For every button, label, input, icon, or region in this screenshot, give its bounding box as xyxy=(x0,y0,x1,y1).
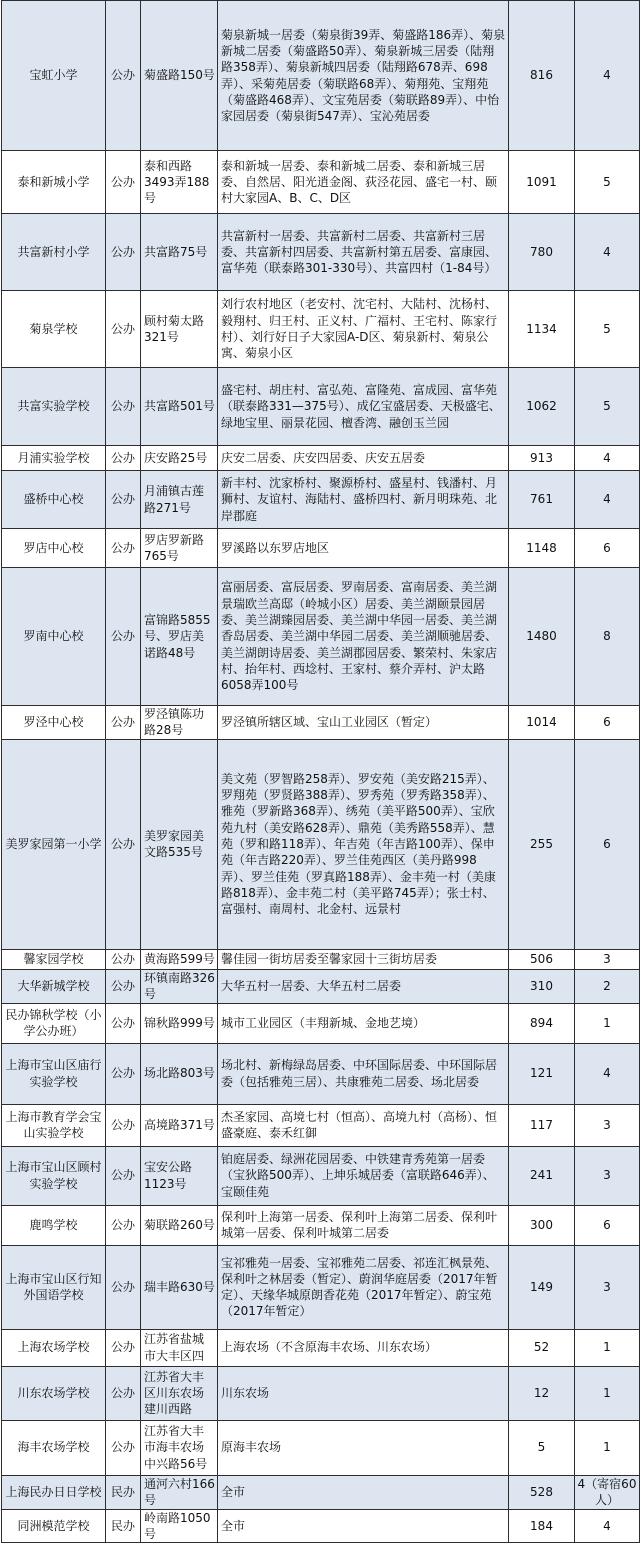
school-type-cell: 公办 xyxy=(106,1366,141,1420)
school-name-cell: 上海民办日日学校 xyxy=(2,1475,106,1509)
table-row xyxy=(2,1475,640,1509)
classes-cell: 4 xyxy=(575,471,640,529)
school-type-cell: 公办 xyxy=(106,1329,141,1366)
address-cell: 瑞丰路630号 xyxy=(141,1245,218,1329)
school-type-cell: 公办 xyxy=(106,471,141,529)
school-district-table xyxy=(1,0,640,1543)
school-name-cell: 罗泾中心校 xyxy=(2,706,106,740)
address-cell: 富锦路5855号、罗店美诺路48号 xyxy=(141,568,218,706)
address-cell: 共富路75号 xyxy=(141,214,218,291)
address-cell: 月浦镇古莲路271号 xyxy=(141,471,218,529)
school-type-cell: 公办 xyxy=(106,1205,141,1245)
school-name-cell: 上海农场学校 xyxy=(2,1329,106,1366)
school-name-cell: 月浦实验学校 xyxy=(2,446,106,471)
table-row xyxy=(2,291,640,368)
students-cell: 780 xyxy=(509,214,575,291)
classes-cell: 4（寄宿60人） xyxy=(575,1475,640,1509)
school-name-cell: 盛桥中心校 xyxy=(2,471,106,529)
address-cell: 江苏省大丰市海丰农场中兴路56号 xyxy=(141,1420,218,1475)
classes-cell: 3 xyxy=(575,949,640,969)
table-row xyxy=(2,739,640,949)
school-type-cell: 公办 xyxy=(106,1003,141,1043)
students-cell: 121 xyxy=(509,1043,575,1104)
students-cell: 913 xyxy=(509,446,575,471)
school-name-cell: 罗店中心校 xyxy=(2,529,106,568)
school-type-cell: 公办 xyxy=(106,291,141,368)
service-area-cell: 罗泾镇所辖区域、宝山工业园区（暂定） xyxy=(218,706,509,740)
students-cell: 255 xyxy=(509,739,575,949)
school-name-cell: 泰和新城小学 xyxy=(2,151,106,214)
school-name-cell: 共富实验学校 xyxy=(2,368,106,446)
school-name-cell: 上海市宝山区顾村实验学校 xyxy=(2,1146,106,1205)
students-cell: 117 xyxy=(509,1104,575,1146)
students-cell: 241 xyxy=(509,1146,575,1205)
school-name-cell: 同洲模范学校 xyxy=(2,1509,106,1543)
table-row xyxy=(2,969,640,1003)
students-cell: 816 xyxy=(509,1,575,151)
service-area-cell: 馨佳园一街坊居委至馨家园十三街坊居委 xyxy=(218,949,509,969)
students-cell: 149 xyxy=(509,1245,575,1329)
school-name-cell: 罗南中心校 xyxy=(2,568,106,706)
students-cell: 52 xyxy=(509,1329,575,1366)
school-type-cell: 公办 xyxy=(106,1104,141,1146)
service-area-cell: 铂庭居委、绿洲花园居委、中铁建青秀苑第一居委（宝狄路500弄）、上坤乐城居委（富联路646弄）、宝颐佳苑 xyxy=(218,1146,509,1205)
students-cell: 894 xyxy=(509,1003,575,1043)
classes-cell: 5 xyxy=(575,368,640,446)
classes-cell: 1 xyxy=(575,1366,640,1420)
school-type-cell: 公办 xyxy=(106,368,141,446)
service-area-cell: 城市工业园区（丰翔新城、金地艺境） xyxy=(218,1003,509,1043)
table-row xyxy=(2,368,640,446)
classes-cell: 6 xyxy=(575,529,640,568)
table-row xyxy=(2,706,640,740)
students-cell: 1091 xyxy=(509,151,575,214)
service-area-cell: 全市 xyxy=(218,1475,509,1509)
address-cell: 庆安路25号 xyxy=(141,446,218,471)
classes-cell: 3 xyxy=(575,1245,640,1329)
classes-cell: 4 xyxy=(575,1,640,151)
address-cell: 环镇南路326号 xyxy=(141,969,218,1003)
service-area-cell: 保利叶上海第一居委、保利叶上海第二居委、保利叶城第一居委、保利叶城第二居委 xyxy=(218,1205,509,1245)
school-type-cell: 公办 xyxy=(106,529,141,568)
table-body xyxy=(2,1,640,1543)
table-row xyxy=(2,949,640,969)
students-cell: 300 xyxy=(509,1205,575,1245)
school-type-cell: 公办 xyxy=(106,949,141,969)
address-cell: 锦秋路999号 xyxy=(141,1003,218,1043)
school-name-cell: 上海市教育学会宝山实验学校 xyxy=(2,1104,106,1146)
students-cell: 1062 xyxy=(509,368,575,446)
service-area-cell: 盛宅村、胡庄村、富弘苑、富隆苑、富成园、富华苑（联泰路331—375号）、成亿宝盛居委、天极盛宅、绿地宝里、丽景花园、檀香湾、融创玉兰园 xyxy=(218,368,509,446)
classes-cell: 6 xyxy=(575,706,640,740)
school-type-cell: 公办 xyxy=(106,568,141,706)
classes-cell: 8 xyxy=(575,568,640,706)
service-area-cell: 场北村、新梅绿岛居委、中环国际居委、中环国际居委（包括雅苑三居）、共康雅苑二居委、场北居委 xyxy=(218,1043,509,1104)
classes-cell: 4 xyxy=(575,214,640,291)
table-row xyxy=(2,568,640,706)
school-name-cell: 上海市宝山区庙行实验学校 xyxy=(2,1043,106,1104)
table-row xyxy=(2,1043,640,1104)
service-area-cell: 新丰村、沈家桥村、聚源桥村、盛星村、钱潘村、月狮村、友谊村、海陆村、盛桥四村、新月明珠苑、北岸郡庭 xyxy=(218,471,509,529)
table-row xyxy=(2,529,640,568)
address-cell: 江苏省盐城市大丰区四 xyxy=(141,1329,218,1366)
address-cell: 美罗家园美文路535号 xyxy=(141,739,218,949)
students-cell: 310 xyxy=(509,969,575,1003)
students-cell: 184 xyxy=(509,1509,575,1543)
students-cell: 5 xyxy=(509,1420,575,1475)
students-cell: 1134 xyxy=(509,291,575,368)
school-name-cell: 民办锦秋学校（小学公办班） xyxy=(2,1003,106,1043)
service-area-cell: 原海丰农场 xyxy=(218,1420,509,1475)
classes-cell: 4 xyxy=(575,1043,640,1104)
service-area-cell: 美文苑（罗智路258弄）、罗安苑（美安路215弄）、罗翔苑（罗贤路388弄）、罗秀苑（罗秀路358弄）、雅苑（罗新路368弄）、绣苑（美平路500弄）、宝欣苑九村（美安路628弄）、鼎苑（美秀路558弄）、慧苑（罗和路118弄）、年吉苑（年吉路100弄）、保申苑（年吉路220弄）、罗兰佳苑西区（美丹路998弄）、罗兰佳苑（罗真路188弄）、金丰苑一村（美康路818弄）、金丰苑二村（美平路745弄）；张士村、富强村、南周村、北金村、远景村 xyxy=(218,739,509,949)
school-type-cell: 公办 xyxy=(106,1,141,151)
students-cell: 1480 xyxy=(509,568,575,706)
table-row xyxy=(2,1104,640,1146)
school-type-cell: 公办 xyxy=(106,706,141,740)
classes-cell: 1 xyxy=(575,1003,640,1043)
table-row xyxy=(2,471,640,529)
address-cell: 菊盛路150号 xyxy=(141,1,218,151)
school-name-cell: 馨家园学校 xyxy=(2,949,106,969)
school-name-cell: 菊泉学校 xyxy=(2,291,106,368)
service-area-cell: 富丽居委、富辰居委、罗南居委、富南居委、美兰湖景瑞欧兰高邸（岭城小区）居委、美兰湖颐景园居委、美兰湖臻园居委、美兰湖中华园一居委、美兰湖香岛居委、美兰湖中华园二居委、美兰湖顺驰居委、美兰湖朗诗居委、美兰湖郡园居委、繁荣村、朱家店村、抬年村、西埝村、王家村、蔡介弄村、沪太路6058弄100号 xyxy=(218,568,509,706)
table-row xyxy=(2,1,640,151)
school-name-cell: 大华新城学校 xyxy=(2,969,106,1003)
classes-cell: 3 xyxy=(575,1146,640,1205)
classes-cell: 1 xyxy=(575,1329,640,1366)
service-area-cell: 共富新村一居委、共富新村二居委、共富新村三居委、共富新村四居委、共富新村第五居委、富康园、富华苑（联泰路301-330号）、共富四村（1-84号） xyxy=(218,214,509,291)
students-cell: 506 xyxy=(509,949,575,969)
address-cell: 黄海路599号 xyxy=(141,949,218,969)
table-row xyxy=(2,1509,640,1543)
school-type-cell: 公办 xyxy=(106,1146,141,1205)
school-name-cell: 共富新村小学 xyxy=(2,214,106,291)
classes-cell: 3 xyxy=(575,1104,640,1146)
service-area-cell: 泰和新城一居委、泰和新城二居委、泰和新城三居委、自然居、阳光逍金阁、荻泾花园、盛宅一村、颐村大家园A、B、C、D区 xyxy=(218,151,509,214)
classes-cell: 6 xyxy=(575,739,640,949)
address-cell: 菊联路260号 xyxy=(141,1205,218,1245)
classes-cell: 5 xyxy=(575,151,640,214)
service-area-cell: 上海农场（不含原海丰农场、川东农场） xyxy=(218,1329,509,1366)
address-cell: 罗店罗新路765号 xyxy=(141,529,218,568)
school-name-cell: 美罗家园第一小学 xyxy=(2,739,106,949)
service-area-cell: 杰圣家园、高境七村（恒高）、高境九村（高杨）、恒盛豪庭、泰禾红御 xyxy=(218,1104,509,1146)
service-area-cell: 菊泉新城一居委（菊泉街39弄、菊盛路186弄）、菊泉新城二居委（菊盛路50弄）、菊泉新城三居委（陆翔路358弄）、菊泉新城四居委（陆翔路678弄、698弄）、采菊苑居委（菊联路68弄）、菊翔苑、宝翔苑（菊盛路468弄）、文宝苑居委（菊联路89弄）、中怡家园居委（菊泉街547弄）、宝沁苑居委 xyxy=(218,1,509,151)
classes-cell: 2 xyxy=(575,969,640,1003)
students-cell: 528 xyxy=(509,1475,575,1509)
school-type-cell: 公办 xyxy=(106,151,141,214)
address-cell: 罗泾镇陈功路28号 xyxy=(141,706,218,740)
school-name-cell: 宝虹小学 xyxy=(2,1,106,151)
table-row xyxy=(2,1003,640,1043)
table-row xyxy=(2,1205,640,1245)
address-cell: 江苏省大丰区川东农场建川西路 xyxy=(141,1366,218,1420)
service-area-cell: 庆安二居委、庆安四居委、庆安五居委 xyxy=(218,446,509,471)
school-name-cell: 鹿鸣学校 xyxy=(2,1205,106,1245)
school-type-cell: 民办 xyxy=(106,1475,141,1509)
school-type-cell: 公办 xyxy=(106,739,141,949)
school-type-cell: 公办 xyxy=(106,1420,141,1475)
table-row xyxy=(2,214,640,291)
service-area-cell: 宝祁雅苑一居委、宝祁雅苑二居委、祁连汇枫景苑、保利叶之林居委（暂定）、蔚润华庭居委（2017年暂定）、天缘华城原朗香花苑（2017年暂定）、蔚宝苑（2017年暂定） xyxy=(218,1245,509,1329)
school-type-cell: 民办 xyxy=(106,1509,141,1543)
school-name-cell: 川东农场学校 xyxy=(2,1366,106,1420)
table-row xyxy=(2,1245,640,1329)
school-type-cell: 公办 xyxy=(106,1043,141,1104)
service-area-cell: 罗溪路以东罗店地区 xyxy=(218,529,509,568)
service-area-cell: 刘行农村地区（老安村、沈宅村、大陆村、沈杨村、毅翔村、归王村、正义村、广福村、王宅村、陈家行村）、刘行好日子大家园A-D区、菊泉新村、菊泉公寓、菊泉小区 xyxy=(218,291,509,368)
table-row xyxy=(2,1146,640,1205)
classes-cell: 1 xyxy=(575,1420,640,1475)
school-name-cell: 上海市宝山区行知外国语学校 xyxy=(2,1245,106,1329)
address-cell: 顾村菊太路321号 xyxy=(141,291,218,368)
service-area-cell: 大华五村一居委、大华五村二居委 xyxy=(218,969,509,1003)
table-row xyxy=(2,151,640,214)
table-row xyxy=(2,1366,640,1420)
service-area-cell: 全市 xyxy=(218,1509,509,1543)
address-cell: 共富路501号 xyxy=(141,368,218,446)
students-cell: 761 xyxy=(509,471,575,529)
classes-cell: 4 xyxy=(575,446,640,471)
school-type-cell: 公办 xyxy=(106,969,141,1003)
address-cell: 岭南路1050号 xyxy=(141,1509,218,1543)
school-type-cell: 公办 xyxy=(106,214,141,291)
school-type-cell: 公办 xyxy=(106,1245,141,1329)
address-cell: 宝安公路1123号 xyxy=(141,1146,218,1205)
students-cell: 1148 xyxy=(509,529,575,568)
classes-cell: 5 xyxy=(575,291,640,368)
classes-cell: 4 xyxy=(575,1509,640,1543)
school-type-cell: 公办 xyxy=(106,446,141,471)
students-cell: 12 xyxy=(509,1366,575,1420)
table-row xyxy=(2,1329,640,1366)
table-row xyxy=(2,1420,640,1475)
classes-cell: 6 xyxy=(575,1205,640,1245)
service-area-cell: 川东农场 xyxy=(218,1366,509,1420)
address-cell: 泰和西路3493弄188号 xyxy=(141,151,218,214)
school-name-cell: 海丰农场学校 xyxy=(2,1420,106,1475)
address-cell: 场北路803号 xyxy=(141,1043,218,1104)
address-cell: 高境路371号 xyxy=(141,1104,218,1146)
table-row xyxy=(2,446,640,471)
address-cell: 通河六村166号 xyxy=(141,1475,218,1509)
students-cell: 1014 xyxy=(509,706,575,740)
